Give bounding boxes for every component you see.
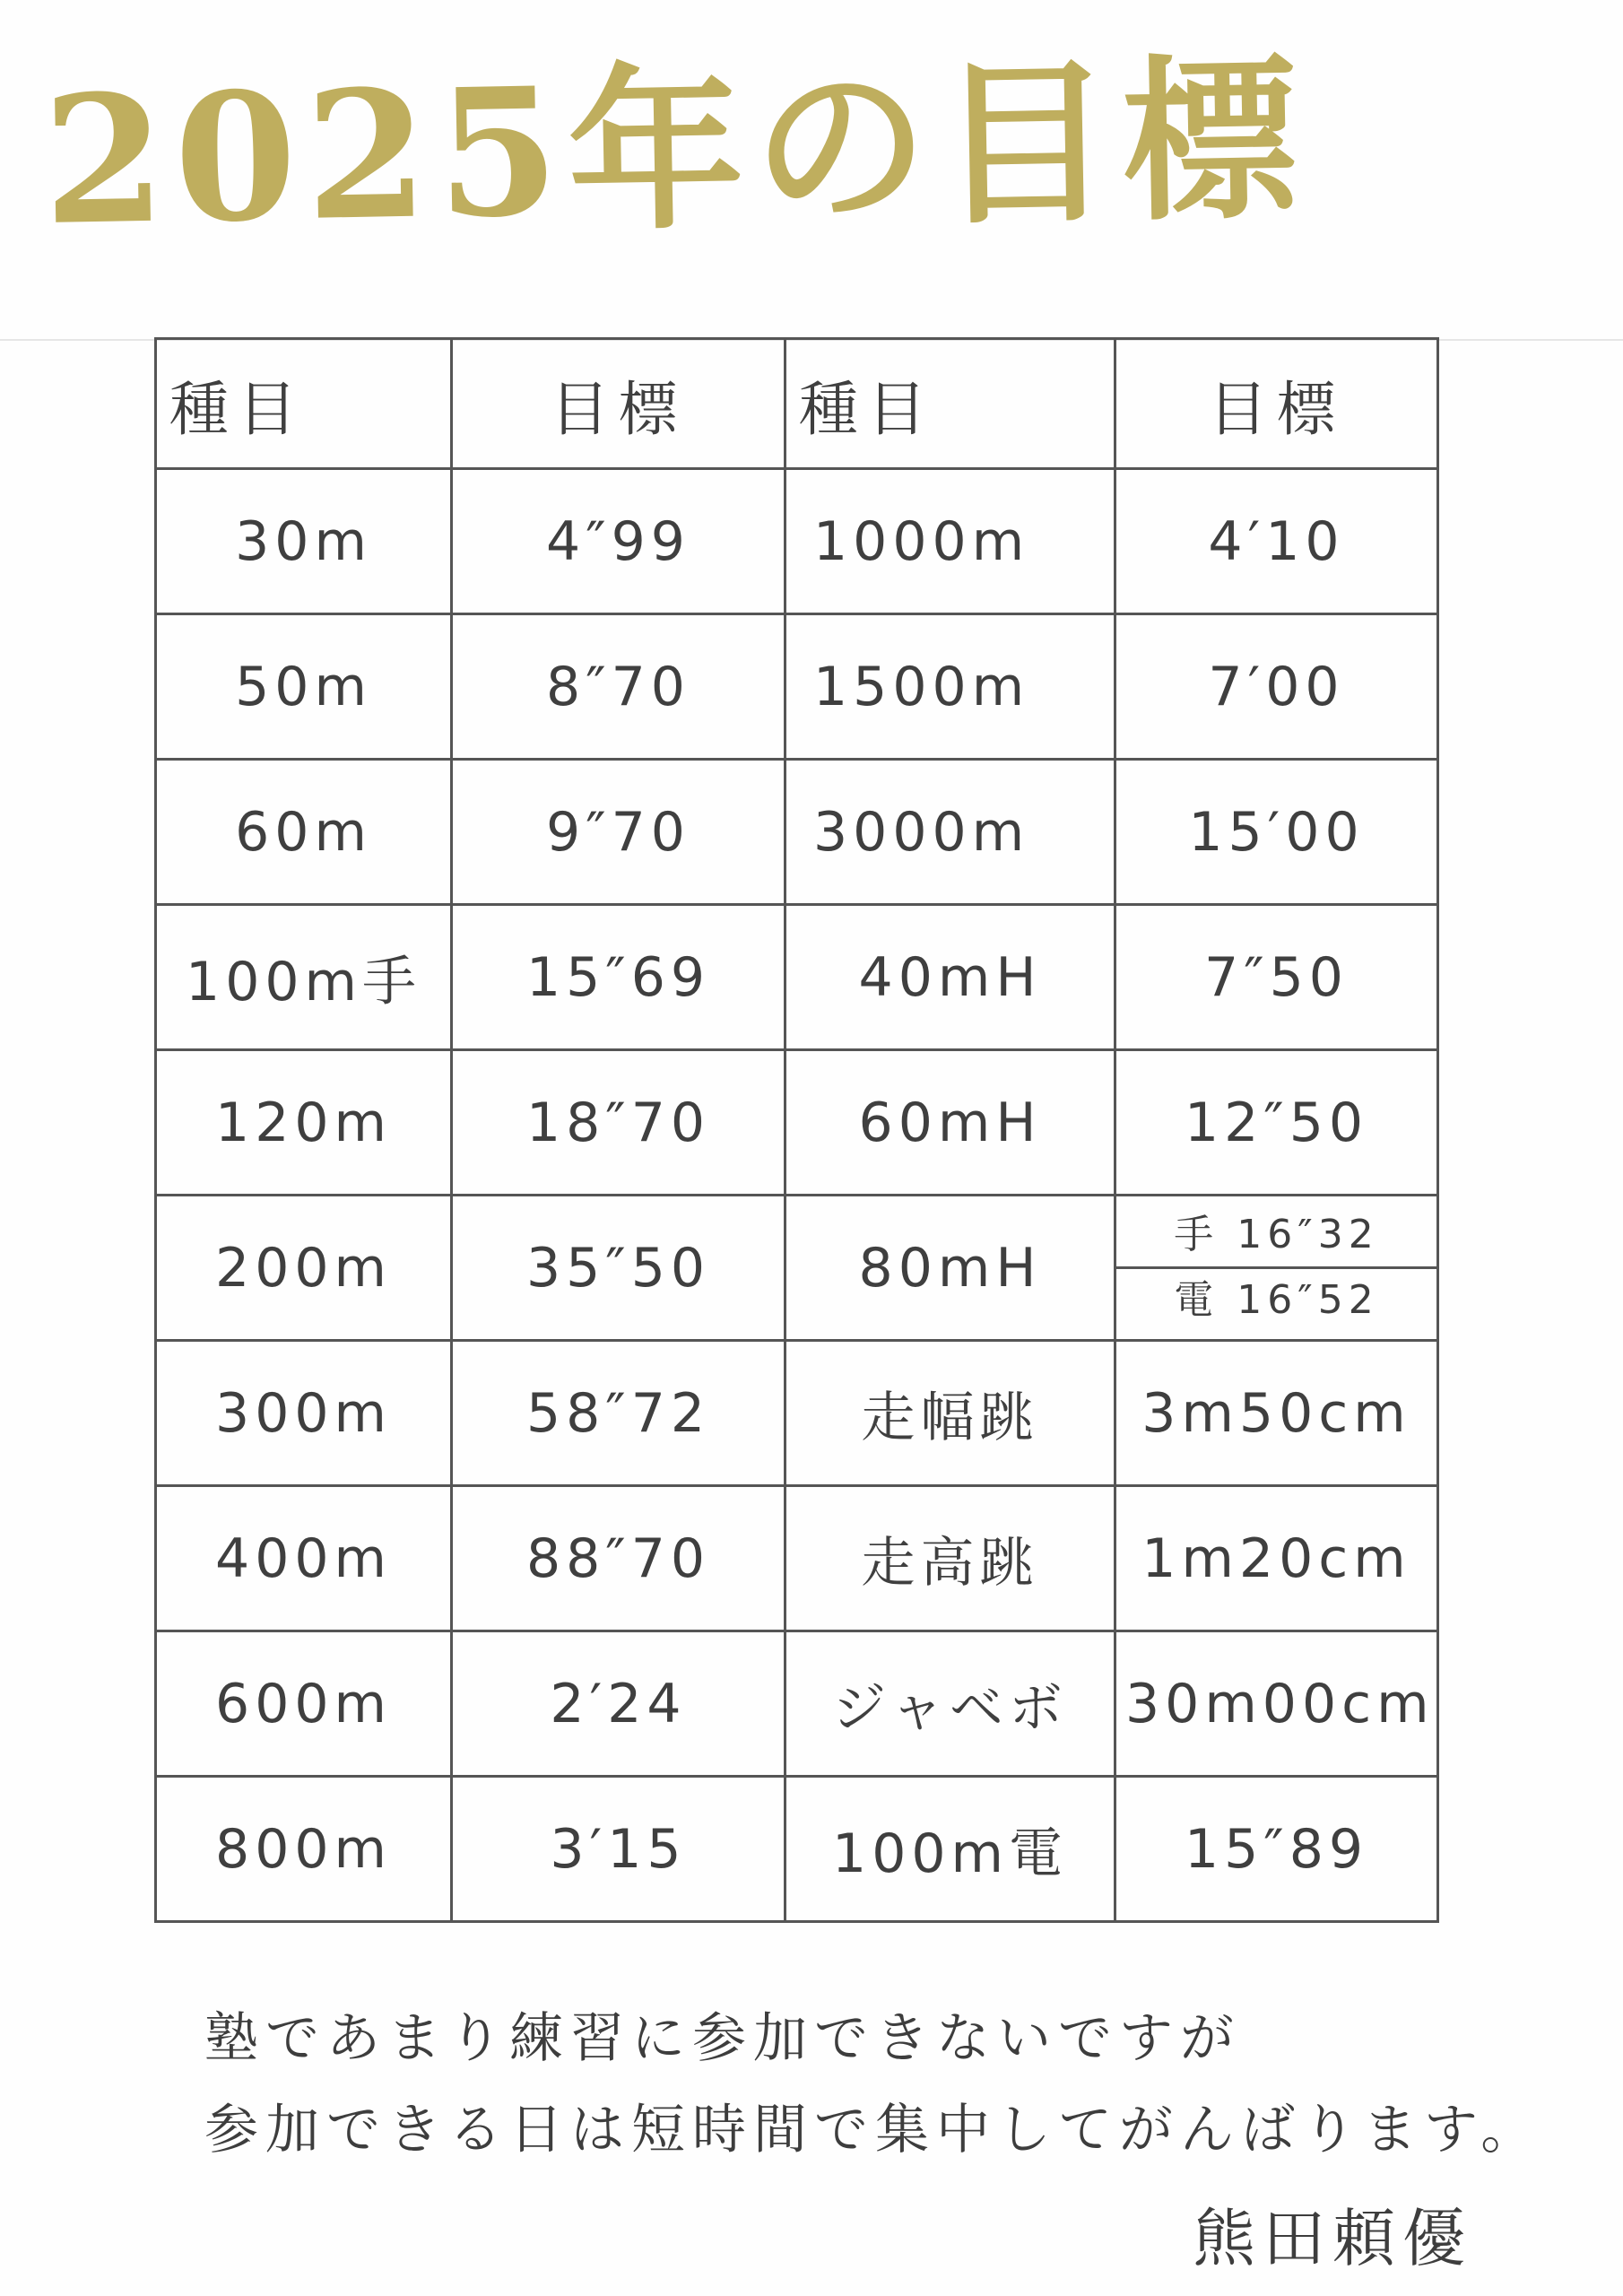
hand-timed-goal: 手 16″32 [1116,1204,1436,1269]
split-goal-cell [1115,1196,1438,1341]
goal-cell: 12″50 [1115,1050,1438,1196]
goal-cell: 3′15 [452,1777,785,1922]
event-cell: ジャベボ [785,1631,1115,1777]
event-cell: 400m [156,1486,452,1631]
goal-cell: 9″70 [452,760,785,905]
goal-cell: 7′00 [1115,614,1438,760]
header-event-2: 種目 [785,339,1115,469]
event-cell: 1500m [785,614,1115,760]
event-cell: 600m [156,1631,452,1777]
event-cell: 100m電 [785,1777,1115,1922]
event-cell: 3000m [785,760,1115,905]
goal-cell: 30m00cm [1115,1631,1438,1777]
event-cell: 60mH [785,1050,1115,1196]
table-row [156,1050,1438,1196]
goal-cell: 7″50 [1115,905,1438,1050]
header-goal-2: 目標 [1115,339,1438,469]
event-cell: 走高跳 [785,1486,1115,1631]
table-row [156,1631,1438,1777]
event-cell: 60m [156,760,452,905]
event-cell: 30m [156,469,452,614]
note-line-1: 塾であまり練習に参加できないですが [204,2007,1241,2070]
goal-cell: 1m20cm [1115,1486,1438,1631]
goal-cell: 35″50 [452,1196,785,1341]
goal-cell: 15″89 [1115,1777,1438,1922]
event-cell: 50m [156,614,452,760]
table-row [156,614,1438,760]
goal-cell: 8″70 [452,614,785,760]
goals-table [154,337,1439,1923]
table-row [156,1777,1438,1922]
goal-cell: 15′00 [1115,760,1438,905]
event-cell: 200m [156,1196,452,1341]
event-cell: 800m [156,1777,452,1922]
goal-cell: 58″72 [452,1341,785,1486]
goal-cell: 3m50cm [1115,1341,1438,1486]
table-row [156,469,1438,614]
table-row [156,1341,1438,1486]
goal-cell: 18″70 [452,1050,785,1196]
event-cell: 走幅跳 [785,1341,1115,1486]
table-header-row [156,339,1438,469]
event-cell: 80mH [785,1196,1115,1341]
goal-cell: 4″99 [452,469,785,614]
author-signature: 熊田頼優 [1193,2202,1472,2275]
commitment-note [204,1993,1567,2176]
goal-cell: 2′24 [452,1631,785,1777]
goal-cell: 4′10 [1115,469,1438,614]
table-row [156,1196,1438,1341]
event-cell: 120m [156,1050,452,1196]
header-event-1: 種目 [156,339,452,469]
page-title: 2025年の目標 [40,36,1309,265]
table-row [156,905,1438,1050]
table-row [156,760,1438,905]
goal-cell: 15″69 [452,905,785,1050]
event-cell: 1000m [785,469,1115,614]
event-cell: 40mH [785,905,1115,1050]
goal-cell: 88″70 [452,1486,785,1631]
table-row [156,1486,1438,1631]
note-line-2: 参加できる日は短時間で集中してがんばります。 [204,2099,1542,2161]
event-cell: 100m手 [156,905,452,1050]
event-cell: 300m [156,1341,452,1486]
header-goal-1: 目標 [452,339,785,469]
electronic-timed-goal: 電 16″52 [1174,1277,1379,1323]
